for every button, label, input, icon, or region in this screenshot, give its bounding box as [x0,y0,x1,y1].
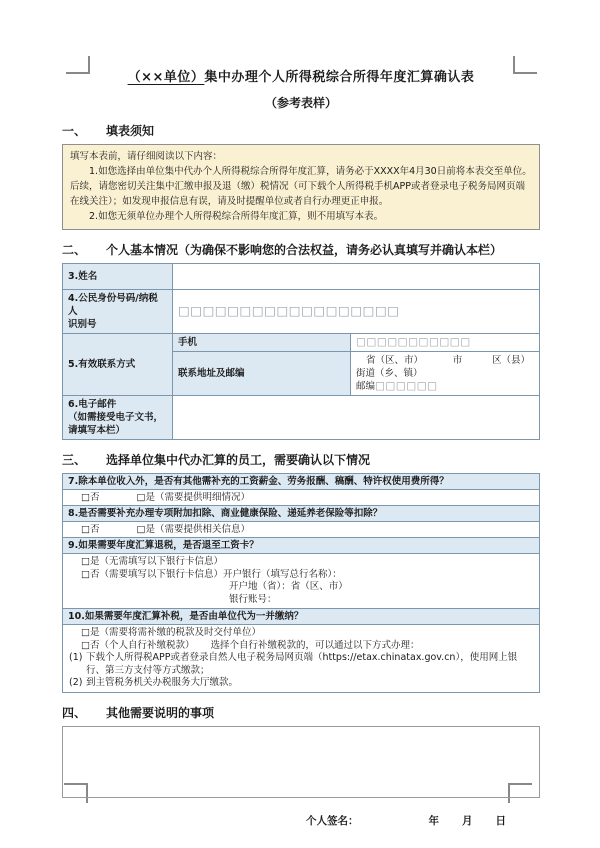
q10-option-no[interactable]: □否（个人自行补缴税款） 选择个自行补缴税款的，可以通过以下方式办理： [81,639,420,651]
table-row [63,264,540,290]
q10-no-checkbox[interactable]: □ [81,639,90,651]
form-content [62,66,540,828]
id-number-label: 4.公民身份号码/纳税人 识别号 [63,290,173,334]
q7-no-checkbox[interactable]: □ [81,492,90,503]
q9-bank-label: 开户银行（填写总行名称）： [223,568,342,580]
mobile-label: 手机 [173,334,351,352]
q9-bank-place-field[interactable]: 开户地（省）：省（区、市） [229,581,348,592]
signature-month-label: 月 [462,814,473,827]
q8-option-yes[interactable]: □是（需要提供相关信息） [136,524,251,535]
table-row [63,522,540,538]
form-title-unit: （××单位） [127,70,205,85]
address-province-label: 省（区、市） [366,355,424,366]
q10-option-yes[interactable]: □是（需要将需补缴的税款及时交付单位） [81,627,261,638]
question-10-options [63,625,540,693]
address-street-label: 街道（乡、镇） [356,368,423,379]
q10-yes-checkbox[interactable]: □ [81,627,90,638]
q7-option-no[interactable]: □否 [81,492,100,503]
postcode-line [356,380,534,393]
table-row [63,554,540,609]
id-number-input-cell[interactable] [173,290,540,334]
other-notes-input-box[interactable] [62,726,540,798]
question-10: 10.如果需要年度汇算补税，是否由单位代为一并缴纳？ [63,609,540,625]
name-label: 3.姓名 [63,264,173,290]
address-county-label: 区（县） [491,355,530,366]
table-row [63,334,540,352]
section-3-number: 三、 [62,453,87,467]
question-8: 8.是否需要补充办理专项附加扣除、商业健康保险、递延养老保险等扣除？ [63,506,540,522]
q10-method-2: (2) 到主管税务机关办税服务大厅缴款。 [69,677,239,688]
q9-option-no[interactable]: □否（需要填写以下银行卡信息）开户银行（填写总行名称）： [81,568,342,580]
table-row [63,538,540,554]
section-2-number: 二、 [62,243,87,257]
table-row [63,609,540,625]
email-input-cell[interactable] [173,396,540,440]
q7-option-yes[interactable]: □是（需要提供明细情况） [136,492,251,503]
email-label: 6.电子邮件 （如需接受电子文书， 请填写本栏） [63,396,173,440]
form-subtitle: （参考表样） [264,96,337,110]
form-title-main: 集中办理个人所得税综合所得年度汇算确认表 [204,70,475,85]
section-3-heading [62,451,540,468]
confirmation-table [62,473,540,693]
mobile-number-boxes[interactable]: □□□□□□□□□□□ [356,336,471,348]
instructions-notice-box [62,144,540,230]
section-4-heading [62,704,540,721]
address-city-label: 市 [452,355,463,366]
mobile-input-cell[interactable] [351,334,540,352]
question-9: 9.如果需要年度汇算退税，是否退至工资卡？ [63,538,540,554]
question-8-options [63,522,540,538]
q8-no-checkbox[interactable]: □ [81,524,90,535]
q9-yes-checkbox[interactable]: □ [81,556,90,567]
address-label: 联系地址及邮编 [173,352,351,396]
q7-yes-checkbox[interactable]: □ [136,492,146,503]
name-input-cell[interactable] [173,264,540,290]
postcode-label: 邮编 [356,381,376,392]
personal-info-table [62,263,540,440]
table-row [63,396,540,440]
section-1-heading [62,122,540,139]
section-4-number: 四、 [62,705,87,720]
id-number-boxes[interactable]: □□□□□□□□□□□□□□□□□□ [178,303,400,318]
signature-day-label: 日 [495,814,506,827]
section-1-title: 填表须知 [106,124,155,138]
question-7-options [63,490,540,506]
address-line-region [356,354,534,367]
notice-item-1: 1.如您选择由单位集中代办个人所得税综合所得年度汇算，请务必于XXXX年4月30日前将本表交至单位。后续，请您密切关注集中汇缴申报及退（缴）税情况（可下载个人所得税手机APP或者登录电子税务局网页端在线关注）；如发现申报信息有误，请及时提醒单位或者自行办理更正申报。 [70,166,532,207]
signature-year-label: 年 [428,814,439,827]
form-title [62,66,540,85]
section-4-title: 其他需要说明的事项 [106,705,215,720]
notice-intro: 填写本表前，请仔细阅读以下内容： [70,151,223,162]
signature-label: 个人签名： [306,814,359,827]
question-7: 7.除本单位收入外，是否有其他需补充的工资薪金、劳务报酬、稿酬、特许权使用费所得？ [63,474,540,490]
section-3-title: 选择单位集中代办汇算的员工，需要确认以下情况 [106,453,371,467]
q9-no-checkbox[interactable]: □ [81,568,90,580]
section-1-number: 一、 [62,124,87,138]
question-9-options [63,554,540,609]
q10-method-1: (1) 下载个人所得税APP或者登录自然人电子税务局网页端（https://etax.chinatax.gov.cn），使用网上银行、第三方支付等方式缴款； [69,652,518,676]
postcode-boxes[interactable]: □□□□□□ [375,380,438,392]
table-row [63,506,540,522]
q8-yes-checkbox[interactable]: □ [136,524,146,535]
q9-option-yes[interactable]: □是（无需填写以下银行卡信息） [81,556,223,567]
contact-label: 5.有效联系方式 [63,334,173,396]
section-2-title: 个人基本情况（为确保不影响您的合法权益，请务必认真填写并确认本栏） [106,243,503,257]
table-row [63,474,540,490]
address-input-cell[interactable] [351,352,540,396]
q10-self-pay-note: 选择个自行补缴税款的，可以通过以下方式办理： [210,639,420,651]
table-row [63,625,540,693]
notice-item-2: 2.如您无须单位办理个人所得税综合所得年度汇算，则不用填写本表。 [89,211,384,222]
q9-bank-account-field[interactable]: 银行账号： [229,593,277,605]
section-2-heading [62,241,540,258]
table-row [63,290,540,334]
signature-line [62,813,540,828]
q8-option-no[interactable]: □否 [81,524,100,535]
table-row [63,490,540,506]
